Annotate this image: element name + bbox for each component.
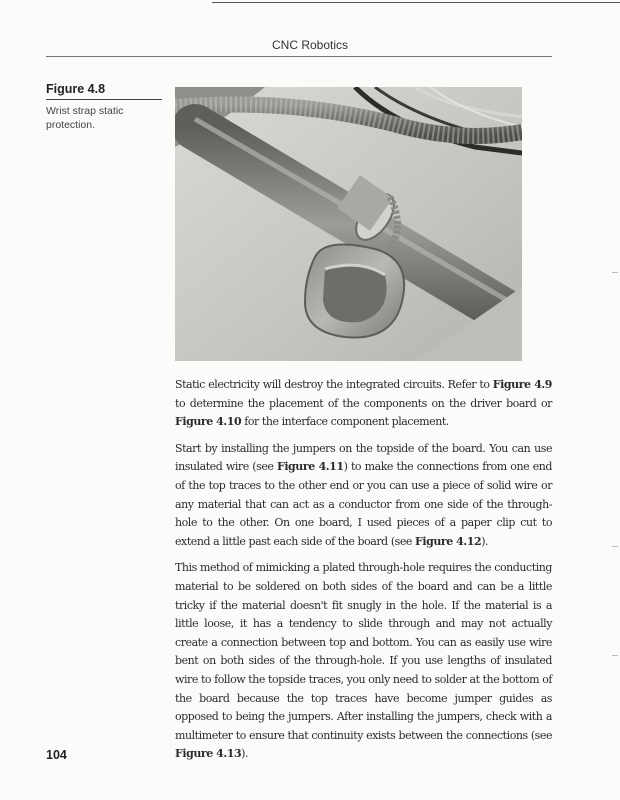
figure-photo bbox=[175, 87, 522, 361]
figure-ref-4-10: Figure 4.10 bbox=[175, 415, 242, 429]
p3-text-1: This method of mimicking a plated through-hole requires the conducting material to be soldered on both sides of the board and can be a little tricky if the material doesn't fit snugly in the hole. If the material is a little loose, it has a tendency to slide through and may not actually create a connection between top and bottom. You can as easily use wire bent on both sides of the through-hole. If you use lengths of insulated wire to follow the topside traces, you only need to solder at the bottom of the board because the top traces have become jumper guides as opposed to being the jumpers. After installing the jumpers, check with a multimeter to ensure that continuity exists between the connections (see bbox=[175, 561, 552, 742]
margin-mark bbox=[612, 546, 618, 547]
p2-text-2: ) to make the connections from one end of the top traces to the other end or you can use a piece of solid wire or any material that can act as a conductor from one side of the through-hole to the other. On one board, I used pieces of a paper clip cut to extend a little past each side of the board (see bbox=[175, 460, 552, 548]
figure-ref-4-11: Figure 4.11 bbox=[276, 460, 344, 474]
figure-label: Figure 4.8 bbox=[46, 82, 106, 96]
p1-text-2: to determine the placement of the components on the driver board or bbox=[175, 396, 552, 410]
paragraph-2 bbox=[175, 440, 552, 552]
margin-mark bbox=[612, 655, 618, 656]
p1-text-3: for the interface component placement. bbox=[241, 415, 449, 429]
figure-ref-4-13: Figure 4.13 bbox=[175, 747, 242, 761]
p2-text-3: ). bbox=[481, 534, 489, 548]
figure-caption: Wrist strap static protection. bbox=[46, 105, 124, 131]
top-edge-rule bbox=[212, 2, 620, 3]
header-rule bbox=[46, 56, 552, 57]
p3-text-2: ). bbox=[241, 747, 249, 761]
body-text bbox=[175, 376, 552, 772]
p1-text-1: Static electricity will destroy the integrated circuits. Refer to bbox=[175, 378, 493, 391]
figure-label-rule bbox=[46, 99, 162, 100]
p2-text-1: Start by installing the jumpers on the topside of the board. You can use insulated wire (see bbox=[175, 441, 552, 474]
paragraph-1 bbox=[175, 376, 552, 432]
wrist-strap-photo-icon bbox=[175, 87, 522, 361]
paragraph-3 bbox=[175, 559, 552, 764]
margin-mark bbox=[612, 272, 618, 273]
running-head: CNC Robotics bbox=[271, 38, 349, 52]
figure-ref-4-12: Figure 4.12 bbox=[415, 534, 482, 548]
page-number: 104 bbox=[46, 748, 67, 762]
figure-ref-4-9: Figure 4.9 bbox=[492, 378, 552, 391]
